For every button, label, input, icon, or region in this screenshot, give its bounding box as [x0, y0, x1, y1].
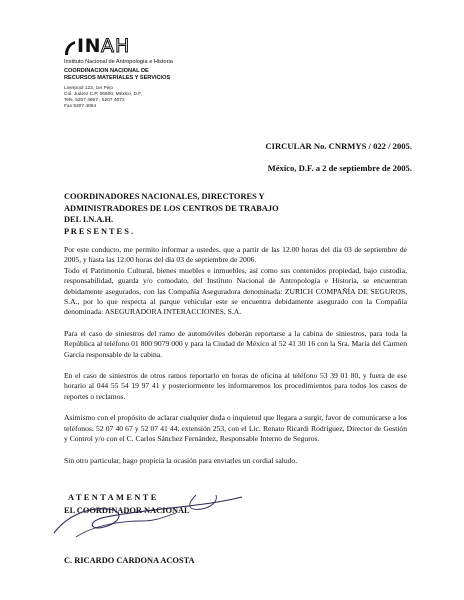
- handwritten-signature: [46, 487, 256, 543]
- logo-outline-letters: AH: [100, 35, 131, 57]
- signer-title: EL COORDINADOR NACIONAL: [64, 506, 190, 515]
- signature-area: [64, 493, 264, 553]
- address-line-3: Tels. 5207 4667 , 5207 4072: [64, 98, 125, 103]
- logo-solid-letters: IN: [77, 35, 101, 57]
- paragraph-closing: Sin otro particular, hago propicia la ocasión para enviarles un cordial saludo.: [64, 455, 298, 465]
- letterhead: [64, 34, 294, 110]
- address-line-2: Col. Juárez C.P. 06600, México, D.F.: [64, 92, 143, 97]
- paragraph-patrimony: Todo el Patrimonio Cultural, bienes muebles e inmuebles, así como sus contenidos propiedad, bajo custodia, responsabilidad, guarda y/o comodato, del Instituto Nacional de Antropología e Historia, se encuentran debidamente asegurados, con las Compañía Aseguradora denominada: ZURICH COMPAÑÍA DE SEGUROS, S.A., por lo que respecta al parque vehicular este se encuentra debidamente asegurado con la Compañía denominada: ASEGURADORA INTERACCIONES, S.A.: [64, 265, 407, 317]
- paragraph-auto-claims: Para el caso de siniestros del ramo de automóviles deberán reportarse a la cabina de siniestros, para toda la República al teléfono 01 800 9079 000 y para la Ciudad de México al 52 41 30 16 con la Sra. María del Carmen García responsable de la cabina.: [64, 328, 407, 359]
- paragraph-other-claims: En el caso de siniestros de otros ramos reportarlo en horas de oficina al teléfono 53 39 01 80, y fuera de ese horario al 044 55 54 19 97 41 y posteriormente les informaremos los procedimientos para todos los casos de reportes o reclamos.: [64, 371, 407, 401]
- addressee-block: [64, 191, 279, 237]
- inah-logo: [64, 34, 294, 56]
- institution-name: Instituto Nacional de Antropología e Historia: [64, 59, 173, 65]
- paragraph-contacts: Asimismo con el propósito de aclarar cualquier duda o inquietud que llegara a surgir, favor de comunicarse a los teléfonos: 52 07 40 67 y 52 07 41 44, extensión 253, con el Lic. Renato Ricardi Rodríguez, Director de Gestión y Control y/o con el C. Carlos Sánchez Fernández, Responsable Interno de Seguros.: [64, 413, 407, 444]
- address-line-4: Fax 5207 4064: [64, 104, 97, 109]
- letter-body: [64, 245, 407, 477]
- addressee-line-1: COORDINADORES NACIONALES, DIRECTORES Y: [64, 192, 265, 201]
- letter-date: México, D.F. a 2 de septiembre de 2005.: [267, 163, 412, 173]
- circular-number: CIRCULAR No. CNRMYS / 022 / 2005.: [265, 141, 412, 151]
- address-block: [64, 86, 294, 110]
- coordination-line-1: COORDINACION NACIONAL DE: [64, 68, 149, 74]
- addressee-line-3: DEL I.N.A.H.: [64, 215, 114, 225]
- addressee-line-4: P R E S E N T E S .: [64, 226, 134, 236]
- logo-wordmark: [77, 37, 130, 56]
- signer-name: C. RICARDO CARDONA ACOSTA: [64, 556, 195, 565]
- inah-swoosh-icon: [64, 40, 76, 56]
- closing-atentamente: ATENTAMENTE: [68, 493, 159, 502]
- addressee-line-2: ADMINISTRADORES DE LOS CENTROS DE TRABAJO: [64, 203, 279, 213]
- paragraph-intro: Por este conducto, me permito informar a ustedes, que a partir de las 12.00 horas del día 03 de septiembre de 2005, y hasta las 12:00 horas del día 03 de septiembre de 2006.: [64, 245, 407, 265]
- address-line-1: Liverpool 123, 1er Piso: [64, 86, 114, 91]
- coordination-line-2: RECURSOS MATERIALES Y SERVICIOS: [64, 75, 171, 81]
